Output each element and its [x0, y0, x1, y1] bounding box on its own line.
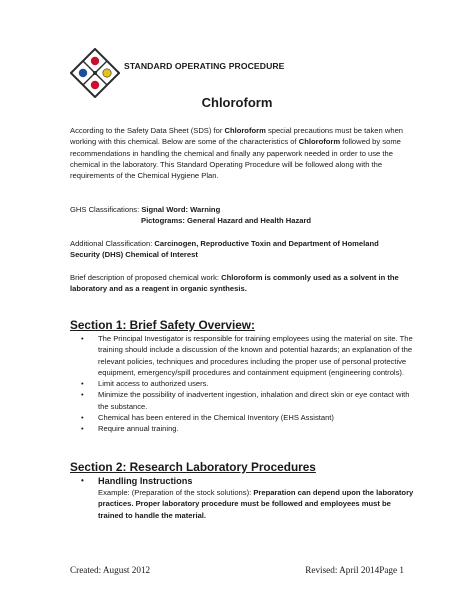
chemical-name-title: Chloroform	[201, 95, 273, 110]
intro-text-1: According to the Safety Data Sheet (SDS) for	[70, 126, 225, 135]
handling-instructions-block	[70, 475, 415, 521]
intro-chemical-2: Chloroform	[298, 137, 341, 147]
list-item: • Require annual training.	[70, 423, 415, 434]
sop-title: STANDARD OPERATING PROCEDURE	[124, 61, 285, 71]
footer-created: Created: August 2012	[70, 565, 151, 575]
additional-classification	[70, 238, 410, 261]
ghs-pictograms: Pictograms: General Hazard and Health Hazard	[141, 216, 312, 226]
additional-label: Additional Classification:	[70, 239, 155, 248]
footer-revised-page: Revised: April 2014Page 1	[305, 565, 404, 575]
intro-chemical-1: Chloroform	[224, 126, 266, 135]
list-item: • Minimize the possibility of inadvertent ingestion, inhalation and direct skin or eye contact with the substance.	[70, 389, 415, 412]
brief-label: Brief description of proposed chemical work:	[70, 273, 222, 282]
brief-value: Chloroform is commonly used as a solvent in the laboratory and as a reagent in organic synthesis.	[70, 273, 399, 294]
brief-description	[70, 272, 410, 295]
hazard-diamond-logo	[70, 48, 120, 98]
handling-instructions-body	[70, 487, 415, 521]
list-item: • The Principal Investigator is responsible for training employees using the material on site. The training should include a discussion of the known and potential hazards; an explanation of the relevant policies, techniques and procedures including the proper use of personal protective equipment, emergency/spill procedures and containment equipment (engineering controls).	[70, 333, 415, 378]
intro-paragraph	[70, 125, 410, 181]
intro-text-3: followed by some recommendations in handling the chemical and finally any paperwork needed in order to use the chemical in the laboratory. This Standard Operating Procedure will be followed along with the requirements of the Chemical Hygiene Plan.	[70, 137, 401, 181]
section-1-bullet-list	[70, 333, 415, 435]
list-item: • Limit access to authorized users.	[70, 378, 415, 389]
intro-text-2: special precautions must be taken when working with this chemical. Below are some of the characteristics of	[70, 126, 404, 147]
section-2-heading: Section 2: Research Laboratory Procedures	[70, 460, 316, 474]
additional-value: Carcinogen, Reproductive Toxin and Department of Homeland Security (DHS) Chemical of Interest	[70, 239, 379, 260]
section-1-heading: Section 1: Brief Safety Overview:	[70, 318, 255, 332]
handling-instructions-heading: • Handling Instructions	[70, 475, 415, 487]
list-item: • Chemical has been entered in the Chemical Inventory (EHS Assistant)	[70, 412, 415, 423]
example-label: Example: (Preparation of the stock solutions):	[98, 488, 254, 497]
example-value: Preparation can depend upon the laboratory practices. Proper laboratory procedure must be followed and employees must be trained to handle the material.	[98, 488, 414, 520]
ghs-classifications	[70, 204, 410, 227]
ghs-label: GHS Classifications:	[70, 205, 142, 214]
ghs-signal-word: Signal Word: Warning	[141, 205, 221, 214]
